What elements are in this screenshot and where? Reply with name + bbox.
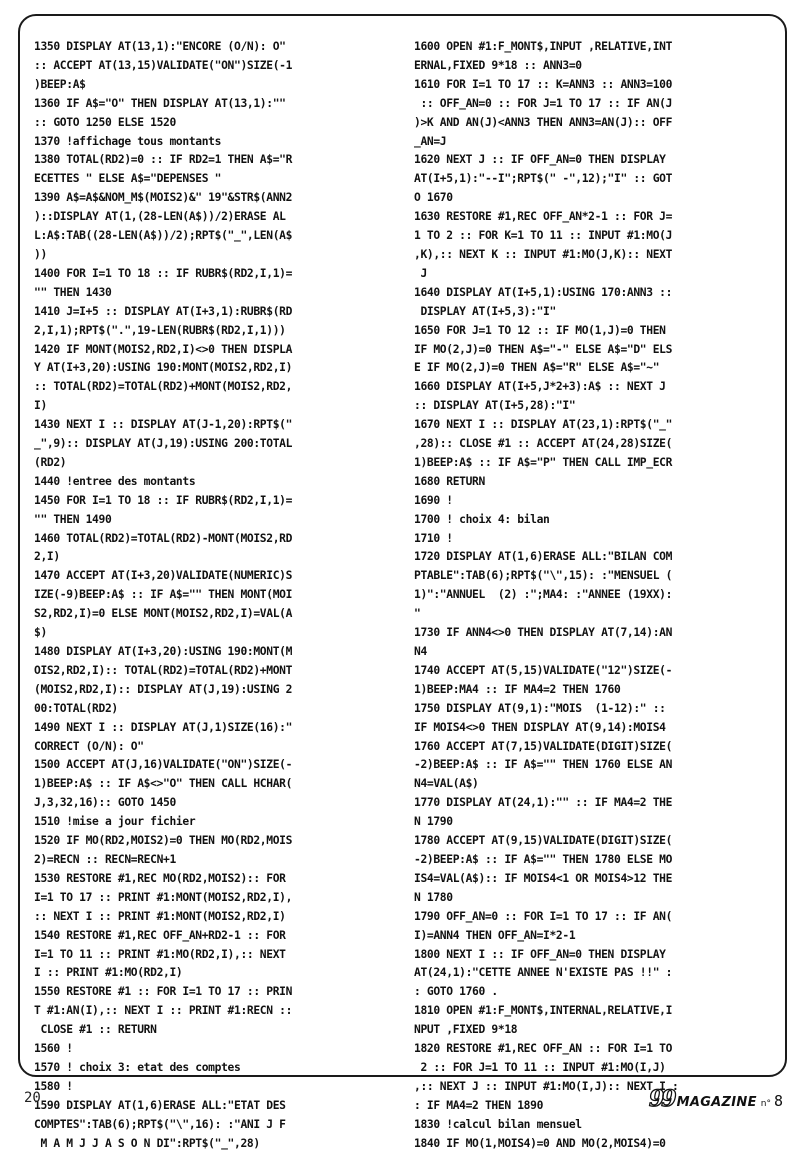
- code-line: 1600 OPEN #1:F_MONT$,INPUT ,RELATIVE,INT: [414, 40, 673, 53]
- magazine-logo: [649, 1086, 783, 1112]
- code-line: (MOIS2,RD2,I):: DISPLAY AT(J,19):USING 2: [34, 682, 293, 696]
- code-line: IF MO(2,J)=0 THEN A$="-" ELSE A$="D" ELS: [414, 342, 673, 356]
- code-line: (RD2): [34, 455, 67, 469]
- code-line: 1780 ACCEPT AT(9,15)VALIDATE(DIGIT)SIZE(: [414, 834, 673, 848]
- code-line: OIS2,RD2,I):: TOTAL(RD2)=TOTAL(RD2)+MONT: [34, 663, 293, 677]
- code-line: I=1 TO 17 :: PRINT #1:MONT(MOIS2,RD2,I),: [34, 890, 293, 904]
- code-line: 1490 NEXT I :: DISPLAY AT(J,1)SIZE(16):": [34, 720, 293, 734]
- code-line: I)=ANN4 THEN OFF_AN=I*2-1: [414, 928, 576, 942]
- code-line: N4=VAL(A$): [414, 777, 479, 791]
- code-line: 1430 NEXT I :: DISPLAY AT(J-1,20):RPT$(": [34, 418, 293, 432]
- code-line: I): [34, 399, 47, 413]
- code-line: 2,I): [34, 550, 60, 564]
- magazine-logo-99: 99: [648, 1086, 674, 1112]
- code-line: -2)BEEP:A$ :: IF A$="" THEN 1760 ELSE AN: [414, 758, 673, 772]
- code-line: 1360 IF A$="O" THEN DISPLAY AT(13,1):"": [34, 96, 286, 110]
- code-line: I=1 TO 11 :: PRINT #1:MO(RD2,I),:: NEXT: [34, 947, 286, 961]
- code-line: 1390 A$=A$&NOM_M$(MOIS2)&" 19"&STR$(ANN2: [34, 191, 293, 205]
- code-line: -2)BEEP:A$ :: IF A$="" THEN 1780 ELSE MO: [414, 852, 673, 866]
- code-line: 1)":"ANNUEL (2) :";MA4: :"ANNEE (19XX):: [414, 588, 673, 602]
- code-line: PTABLE":TAB(6);RPT$("\",15): :"MENSUEL (: [414, 569, 673, 583]
- code-line: 1530 RESTORE #1,REC MO(RD2,MOIS2):: FOR: [34, 871, 286, 885]
- code-line: 1730 IF ANN4<>0 THEN DISPLAY AT(7,14):AN: [414, 626, 673, 640]
- code-line: 1610 FOR I=1 TO 17 :: K=ANN3 :: ANN3=100: [414, 77, 673, 91]
- code-line: 1740 ACCEPT AT(5,15)VALIDATE("12")SIZE(-: [414, 663, 673, 677]
- code-line: 1750 DISPLAY AT(9,1):"MOIS (1-12):" ::: [414, 701, 666, 715]
- code-line: 1690 !: [414, 493, 453, 507]
- listing-column-left: [34, 38, 396, 1153]
- code-line: 1)BEEP:A$ :: IF A$<>"O" THEN CALL HCHAR(: [34, 777, 293, 791]
- code-line: N 1780: [414, 890, 453, 904]
- code-line: IS4=VAL(A$):: IF MOIS4<1 OR MOIS4>12 THE: [414, 871, 673, 885]
- code-line: 1510 !mise a jour fichier: [34, 815, 196, 829]
- code-line: 1420 IF MONT(MOIS2,RD2,I)<>0 THEN DISPLA: [34, 342, 293, 356]
- code-line: 1470 ACCEPT AT(I+3,20)VALIDATE(NUMERIC)S: [34, 569, 293, 583]
- code-line: )): [34, 247, 47, 261]
- code-line: )::DISPLAY AT(1,(28-LEN(A$))/2)ERASE AL: [34, 210, 286, 224]
- code-line: 00:TOTAL(RD2): [34, 701, 118, 715]
- code-line: 1 TO 2 :: FOR K=1 TO 11 :: INPUT #1:MO(J: [414, 229, 673, 243]
- code-line: "" THEN 1430: [34, 285, 112, 299]
- code-line: 1380 TOTAL(RD2)=0 :: IF RD2=1 THEN A$="R: [34, 153, 293, 167]
- code-line: ,K),:: NEXT K :: INPUT #1:MO(J,K):: NEXT: [414, 247, 673, 261]
- code-line: 1370 !affichage tous montants: [34, 134, 222, 148]
- code-line: 1460 TOTAL(RD2)=TOTAL(RD2)-MONT(MOIS2,RD: [34, 531, 293, 545]
- code-line: N 1790: [414, 815, 453, 829]
- code-line: 1830 !calcul bilan mensuel: [414, 1117, 582, 1131]
- code-line: 2,I,1);RPT$(".",19-LEN(RUBR$(RD2,I,1))): [34, 323, 286, 337]
- magazine-issue-number: 8: [773, 1092, 783, 1110]
- code-line: 1710 !: [414, 531, 453, 545]
- code-line: 1680 RETURN: [414, 474, 485, 488]
- code-line: L:A$:TAB((28-LEN(A$))/2);RPT$("_",LEN(A$: [34, 229, 293, 243]
- code-line: _",9):: DISPLAY AT(J,19):USING 200:TOTAL: [34, 437, 293, 451]
- code-line: 1790 OFF_AN=0 :: FOR I=1 TO 17 :: IF AN(: [414, 909, 673, 923]
- code-line: 1580 !: [34, 1079, 73, 1093]
- code-line: 1560 !: [34, 1042, 73, 1056]
- code-line: 1590 DISPLAY AT(1,6)ERASE ALL:"ETAT DES: [34, 1098, 286, 1112]
- code-line: $): [34, 626, 47, 640]
- code-line: CORRECT (O/N): O": [34, 739, 144, 753]
- code-line: E IF MO(2,J)=0 THEN A$="R" ELSE A$="~": [414, 361, 660, 375]
- code-line: 1450 FOR I=1 TO 18 :: IF RUBR$(RD2,I,1)=: [34, 493, 293, 507]
- code-line: 1820 RESTORE #1,REC OFF_AN :: FOR I=1 TO: [414, 1042, 673, 1056]
- code-line: 1660 DISPLAY AT(I+5,J*2+3):A$ :: NEXT J: [414, 380, 666, 394]
- code-line: 1640 DISPLAY AT(I+5,1):USING 170:ANN3 ::: [414, 285, 673, 299]
- magazine-logo-word: MAGAZINE: [676, 1095, 757, 1110]
- code-line: AT(I+5,1):"--I";RPT$(" -",12);"I" :: GOT: [414, 172, 673, 186]
- code-line: 1440 !entree des montants: [34, 474, 196, 488]
- code-line: 1720 DISPLAY AT(1,6)ERASE ALL:"BILAN COM: [414, 550, 673, 564]
- code-line: 1570 ! choix 3: etat des comptes: [34, 1060, 241, 1074]
- code-line: ,28):: CLOSE #1 :: ACCEPT AT(24,28)SIZE(: [414, 437, 673, 451]
- code-line: 1670 NEXT I :: DISPLAY AT(23,1):RPT$("_": [414, 418, 673, 432]
- code-line: M A M J J A S O N DI":RPT$("_",28): [34, 1136, 260, 1150]
- code-line: 1810 OPEN #1:F_MONT$,INTERNAL,RELATIVE,I: [414, 1004, 673, 1018]
- listing-column-right: [414, 38, 776, 1153]
- code-line: NPUT ,FIXED 9*18: [414, 1023, 518, 1037]
- code-line: 1620 NEXT J :: IF OFF_AN=0 THEN DISPLAY: [414, 153, 666, 167]
- code-line: 1)BEEP:MA4 :: IF MA4=2 THEN 1760: [414, 682, 621, 696]
- magazine-issue-label: n°: [760, 1099, 771, 1109]
- code-line: :: OFF_AN=0 :: FOR J=1 TO 17 :: IF AN(J: [414, 96, 673, 110]
- code-line: ": [414, 607, 421, 621]
- code-line: 1480 DISPLAY AT(I+3,20):USING 190:MONT(M: [34, 645, 293, 658]
- code-line: IF MOIS4<>0 THEN DISPLAY AT(9,14):MOIS4: [414, 720, 666, 734]
- code-line: 1520 IF MO(RD2,MOIS2)=0 THEN MO(RD2,MOIS: [34, 834, 293, 848]
- code-line: 1650 FOR J=1 TO 12 :: IF MO(1,J)=0 THEN: [414, 323, 666, 337]
- code-line: 2 :: FOR J=1 TO 11 :: INPUT #1:MO(I,J): [414, 1060, 666, 1074]
- code-line: :: NEXT I :: PRINT #1:MONT(MOIS2,RD2,I): [34, 909, 286, 923]
- code-line: CLOSE #1 :: RETURN: [34, 1023, 157, 1037]
- code-line: 1760 ACCEPT AT(7,15)VALIDATE(DIGIT)SIZE(: [414, 739, 673, 753]
- code-line: )BEEP:A$: [34, 77, 86, 91]
- code-line: 1350 DISPLAY AT(13,1):"ENCORE (O/N): O": [34, 40, 286, 53]
- code-line: :: GOTO 1250 ELSE 1520: [34, 115, 176, 129]
- code-line: N4: [414, 645, 427, 658]
- code-line: Y AT(I+3,20):USING 190:MONT(MOIS2,RD2,I): [34, 361, 293, 375]
- code-line: : IF MA4=2 THEN 1890: [414, 1098, 544, 1112]
- page-footer: [0, 1084, 803, 1124]
- code-line: AT(24,1):"CETTE ANNEE N'EXISTE PAS !!" :: [414, 966, 673, 980]
- code-line: 2)=RECN :: RECN=RECN+1: [34, 852, 176, 866]
- code-line: : GOTO 1760 .: [414, 985, 498, 999]
- code-line: ERNAL,FIXED 9*18 :: ANN3=0: [414, 58, 582, 72]
- code-line: 1840 IF MO(1,MOIS4)=0 AND MO(2,MOIS4)=0: [414, 1136, 666, 1150]
- code-line: J,3,32,16):: GOTO 1450: [34, 796, 176, 810]
- code-line: 1700 ! choix 4: bilan: [414, 512, 550, 526]
- code-line: )>K AND AN(J)<ANN3 THEN ANN3=AN(J):: OFF: [414, 115, 673, 129]
- code-line: ,:: NEXT J :: INPUT #1:MO(I,J):: NEXT I :: [414, 1079, 679, 1093]
- code-line: T #1:AN(I),:: NEXT I :: PRINT #1:RECN ::: [34, 1004, 293, 1018]
- code-line: 1410 J=I+5 :: DISPLAY AT(I+3,1):RUBR$(RD: [34, 304, 293, 318]
- code-line: 1550 RESTORE #1 :: FOR I=1 TO 17 :: PRIN: [34, 985, 293, 999]
- code-line: I :: PRINT #1:MO(RD2,I): [34, 966, 183, 980]
- code-line: IZE(-9)BEEP:A$ :: IF A$="" THEN MONT(MOI: [34, 588, 293, 602]
- code-line: S2,RD2,I)=0 ELSE MONT(MOIS2,RD2,I)=VAL(A: [34, 607, 293, 621]
- page-number: 20: [24, 1090, 41, 1106]
- code-line: "" THEN 1490: [34, 512, 112, 526]
- code-line: :: ACCEPT AT(13,15)VALIDATE("ON")SIZE(-1: [34, 58, 293, 72]
- code-line: COMPTES":TAB(6);RPT$("\",16): :"ANI J F: [34, 1117, 286, 1131]
- code-line: _AN=J: [414, 134, 447, 148]
- code-line: 1800 NEXT I :: IF OFF_AN=0 THEN DISPLAY: [414, 947, 666, 961]
- code-line: :: DISPLAY AT(I+5,28):"I": [414, 399, 576, 413]
- code-line: 1630 RESTORE #1,REC OFF_AN*2-1 :: FOR J=: [414, 210, 673, 224]
- code-line: J: [414, 266, 427, 280]
- code-line: 1770 DISPLAY AT(24,1):"" :: IF MA4=2 THE: [414, 796, 673, 810]
- code-line: 1540 RESTORE #1,REC OFF_AN+RD2-1 :: FOR: [34, 928, 286, 942]
- code-line: :: TOTAL(RD2)=TOTAL(RD2)+MONT(MOIS2,RD2,: [34, 380, 293, 394]
- code-line: O 1670: [414, 191, 453, 205]
- code-line: DISPLAY AT(I+5,3):"I": [414, 304, 556, 318]
- code-line: 1500 ACCEPT AT(J,16)VALIDATE("ON")SIZE(-: [34, 758, 293, 772]
- code-line: 1400 FOR I=1 TO 18 :: IF RUBR$(RD2,I,1)=: [34, 266, 293, 280]
- code-line: ECETTES " ELSE A$="DEPENSES ": [34, 172, 222, 186]
- code-line: 1)BEEP:A$ :: IF A$="P" THEN CALL IMP_ECR: [414, 455, 673, 469]
